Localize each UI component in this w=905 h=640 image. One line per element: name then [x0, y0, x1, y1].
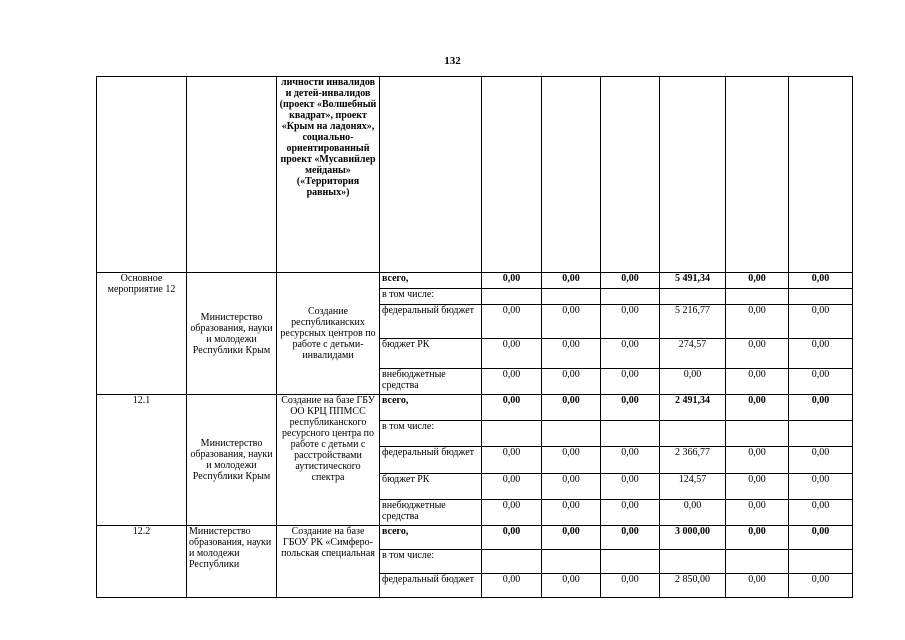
- page-number: 132: [444, 55, 461, 67]
- value-cell: 0,00: [789, 574, 853, 598]
- value-cell: 0,00: [789, 339, 853, 369]
- value-cell: [601, 421, 660, 447]
- value-cell: 0,00: [601, 474, 660, 500]
- value-cell: 0,00: [789, 305, 853, 339]
- executor-cell: [187, 77, 277, 273]
- value-cell: 0,00: [726, 474, 789, 500]
- row-label: в том числе:: [380, 421, 482, 447]
- executor-cell: Министерство образования, науки и молодежи Республики Крым: [187, 395, 277, 526]
- row-label: федеральный бюджет: [380, 574, 482, 598]
- value-cell: 0,00: [601, 273, 660, 289]
- value-cell: 0,00: [726, 273, 789, 289]
- value-cell: 0,00: [601, 500, 660, 526]
- value-cell: 0,00: [726, 500, 789, 526]
- value-cell: 0,00: [789, 447, 853, 474]
- code-cell: 12.1: [97, 395, 187, 526]
- value-cell: 0,00: [601, 395, 660, 421]
- value-cell: [789, 289, 853, 305]
- value-cell: 0,00: [482, 574, 542, 598]
- value-cell: 0,00: [482, 339, 542, 369]
- value-cell: 0,00: [542, 395, 601, 421]
- value-cell: [482, 289, 542, 305]
- value-cell: 0,00: [482, 369, 542, 395]
- value-cell: 0,00: [482, 500, 542, 526]
- value-cell: [542, 421, 601, 447]
- value-cell: 0,00: [542, 273, 601, 289]
- description-cell: личности инвалидов и детей-инвалидов (проект «Волшебный квадрат», проект «Крым на ладонях», социально-ориентированный проект «Мусавийлер мейданы» («Территория равных»): [277, 77, 380, 273]
- value-cell: 0,00: [482, 395, 542, 421]
- value-cell: 2 491,34: [660, 395, 726, 421]
- value-cell: 0,00: [542, 305, 601, 339]
- value-cell: 124,57: [660, 474, 726, 500]
- value-cell: 0,00: [660, 369, 726, 395]
- value-cell: [726, 77, 789, 273]
- value-cell: [601, 550, 660, 574]
- value-cell: [789, 550, 853, 574]
- value-cell: [660, 289, 726, 305]
- value-cell: 0,00: [789, 395, 853, 421]
- code-cell: [97, 77, 187, 273]
- description-cell: Создание на базе ГБОУ РК «Симферо-польская специальная: [277, 526, 380, 598]
- value-cell: 0,00: [542, 447, 601, 474]
- row-label: в том числе:: [380, 550, 482, 574]
- row-label: в том числе:: [380, 289, 482, 305]
- value-cell: 0,00: [542, 574, 601, 598]
- row-label: всего,: [380, 395, 482, 421]
- value-cell: 0,00: [601, 574, 660, 598]
- value-cell: [601, 77, 660, 273]
- value-cell: 0,00: [726, 305, 789, 339]
- value-cell: 0,00: [601, 305, 660, 339]
- value-cell: [660, 421, 726, 447]
- value-cell: 0,00: [542, 369, 601, 395]
- value-cell: 0,00: [542, 474, 601, 500]
- value-cell: 0,00: [542, 339, 601, 369]
- row-label: внебюджетные средства: [380, 369, 482, 395]
- value-cell: 2 850,00: [660, 574, 726, 598]
- value-cell: 0,00: [482, 474, 542, 500]
- row-label: всего,: [380, 526, 482, 550]
- value-cell: 0,00: [601, 339, 660, 369]
- value-cell: 0,00: [726, 526, 789, 550]
- value-cell: [726, 550, 789, 574]
- code-cell: Основное мероприятие 12: [97, 273, 187, 395]
- table-row: [97, 526, 853, 550]
- value-cell: 5 216,77: [660, 305, 726, 339]
- row-label: всего,: [380, 273, 482, 289]
- value-cell: [542, 550, 601, 574]
- row-label: внебюджетные средства: [380, 500, 482, 526]
- value-cell: 0,00: [601, 447, 660, 474]
- value-cell: 0,00: [726, 395, 789, 421]
- value-cell: [726, 289, 789, 305]
- executor-cell: Министерство образования, науки и молодежи Республики: [187, 526, 277, 598]
- value-cell: 0,00: [726, 369, 789, 395]
- value-cell: 0,00: [542, 526, 601, 550]
- value-cell: 0,00: [789, 273, 853, 289]
- table-row-continuation: [97, 77, 853, 273]
- row-label: бюджет РК: [380, 339, 482, 369]
- row-label: федеральный бюджет: [380, 305, 482, 339]
- value-cell: 0,00: [601, 369, 660, 395]
- budget-table: [96, 76, 853, 598]
- value-cell: 0,00: [726, 574, 789, 598]
- table-row: [97, 395, 853, 421]
- value-cell: 0,00: [482, 305, 542, 339]
- value-cell: 0,00: [660, 500, 726, 526]
- table-row: [97, 273, 853, 289]
- value-cell: 5 491,34: [660, 273, 726, 289]
- value-cell: 0,00: [789, 474, 853, 500]
- value-cell: [660, 550, 726, 574]
- value-cell: [482, 550, 542, 574]
- value-cell: 0,00: [482, 273, 542, 289]
- value-cell: [482, 421, 542, 447]
- executor-cell: Министерство образования, науки и молодежи Республики Крым: [187, 273, 277, 395]
- value-cell: 0,00: [726, 339, 789, 369]
- value-cell: 0,00: [601, 526, 660, 550]
- value-cell: 0,00: [482, 447, 542, 474]
- value-cell: 0,00: [542, 500, 601, 526]
- value-cell: 0,00: [726, 447, 789, 474]
- value-cell: 0,00: [789, 500, 853, 526]
- value-cell: [601, 289, 660, 305]
- value-cell: [542, 77, 601, 273]
- value-cell: [660, 77, 726, 273]
- value-cell: [789, 77, 853, 273]
- description-cell: Создание на базе ГБУ ОО КРЦ ППМСС республиканского ресурсного центра по работе с детьми с расстройствами аутистического спектра: [277, 395, 380, 526]
- description-cell: Создание республиканских ресурсных центров по работе с детьми-инвалидами: [277, 273, 380, 395]
- value-cell: 0,00: [482, 526, 542, 550]
- row-label: федеральный бюджет: [380, 447, 482, 474]
- value-cell: 0,00: [789, 526, 853, 550]
- label-cell: [380, 77, 482, 273]
- value-cell: 3 000,00: [660, 526, 726, 550]
- value-cell: 0,00: [789, 369, 853, 395]
- value-cell: [482, 77, 542, 273]
- value-cell: 274,57: [660, 339, 726, 369]
- row-label: бюджет РК: [380, 474, 482, 500]
- code-cell: 12.2: [97, 526, 187, 598]
- value-cell: [542, 289, 601, 305]
- value-cell: [789, 421, 853, 447]
- value-cell: [726, 421, 789, 447]
- value-cell: 2 366,77: [660, 447, 726, 474]
